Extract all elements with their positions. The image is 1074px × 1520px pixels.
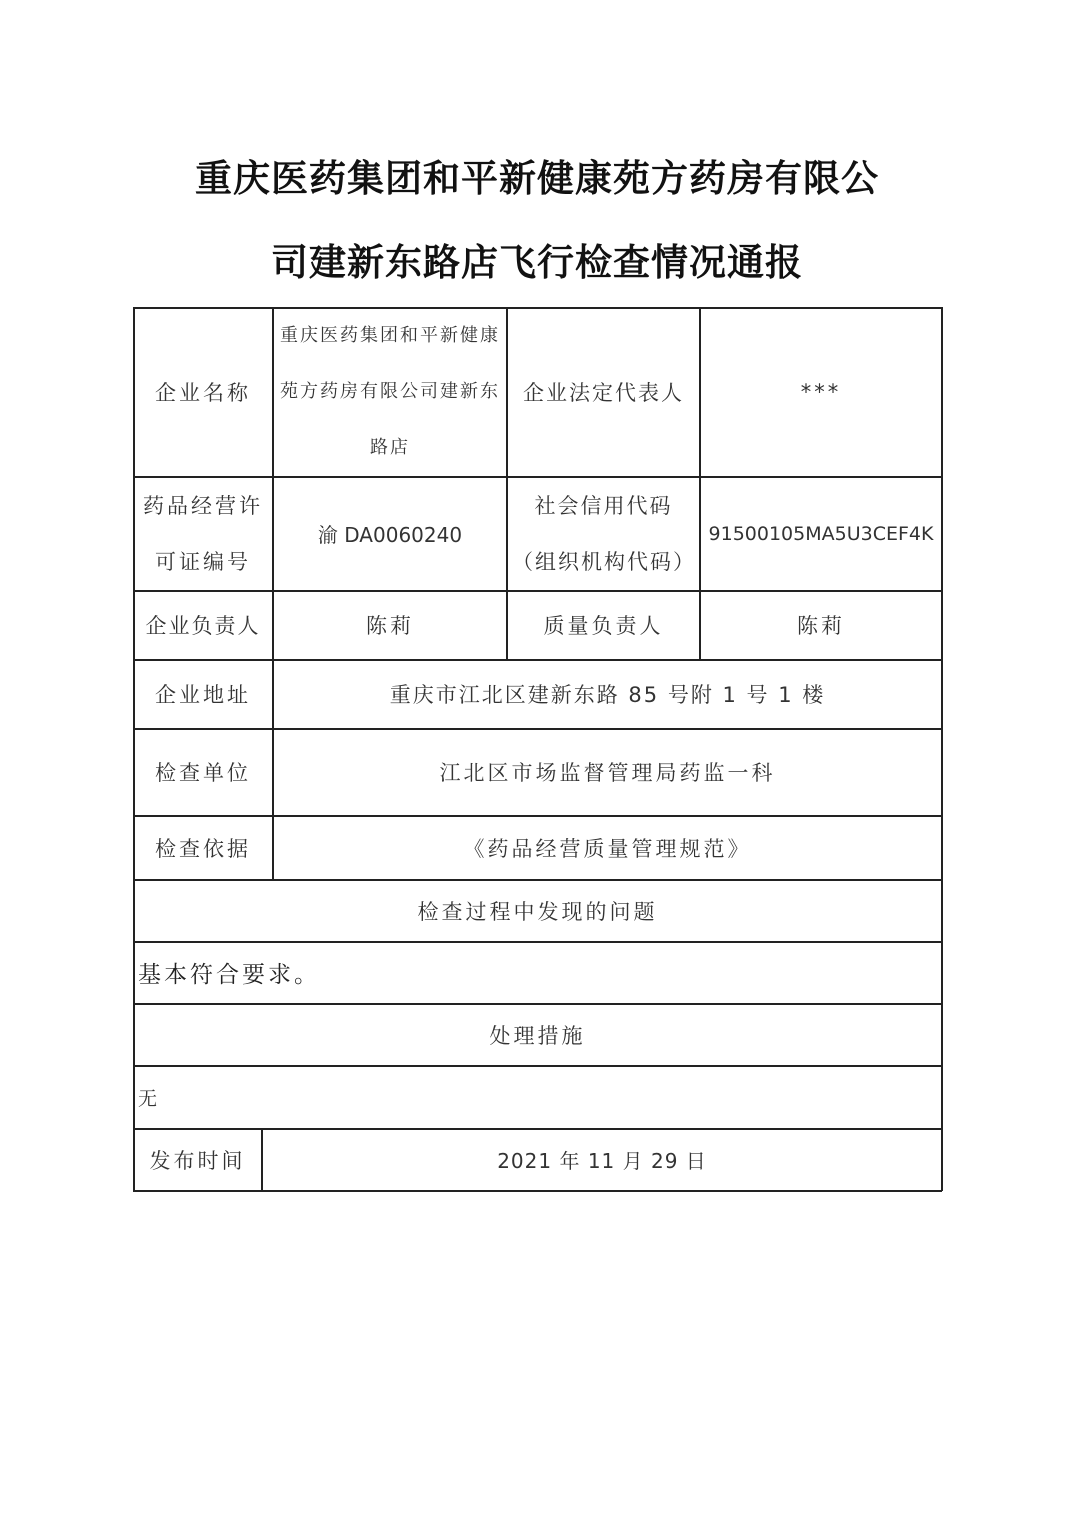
quality-manager-value: 陈莉 [797,614,845,638]
license-label: 药品经营许可证编号 [143,493,263,574]
inspector-label: 检查单位 [155,761,251,785]
manager-value: 陈莉 [366,614,414,638]
measures-value: 无 [138,1087,161,1110]
license-value: 渝 DA0060240 [317,523,463,547]
inspector-value: 江北区市场监督管理局药监一科 [439,761,776,785]
publish-value: 2021 年 11 月 29 日 [497,1149,707,1173]
address-value: 重庆市江北区建新东路 85 号附 1 号 1 楼 [389,683,826,707]
credit-code-label: 社会信用代码（组织机构代码） [512,493,696,574]
table-border-right [941,307,943,1191]
problems-header: 检查过程中发现的问题 [417,899,658,924]
legal-rep-label: 企业法定代表人 [523,381,684,405]
table-border-bottom [133,1190,942,1192]
measures-header: 处理措施 [489,1023,586,1048]
legal-rep-value: *** [800,380,842,404]
quality-manager-label: 质量负责人 [543,614,664,638]
address-label: 企业地址 [155,683,251,707]
company-name-label: 企业名称 [155,381,251,405]
company-name-value: 重庆医药集团和平新健康苑方药房有限公司建新东路店 [280,325,500,458]
page-title-line-1: 重庆医药集团和平新健康苑方药房有限公 [195,156,879,200]
credit-code-value: 91500105MA5U3CEF4K [708,522,934,545]
manager-label: 企业负责人 [145,614,261,638]
page-title-line-2: 司建新东路店飞行检查情况通报 [271,240,803,284]
problems-value: 基本符合要求。 [138,962,320,988]
basis-value: 《药品经营质量管理规范》 [463,836,752,861]
basis-label: 检查依据 [155,836,251,861]
publish-label: 发布时间 [149,1148,246,1173]
